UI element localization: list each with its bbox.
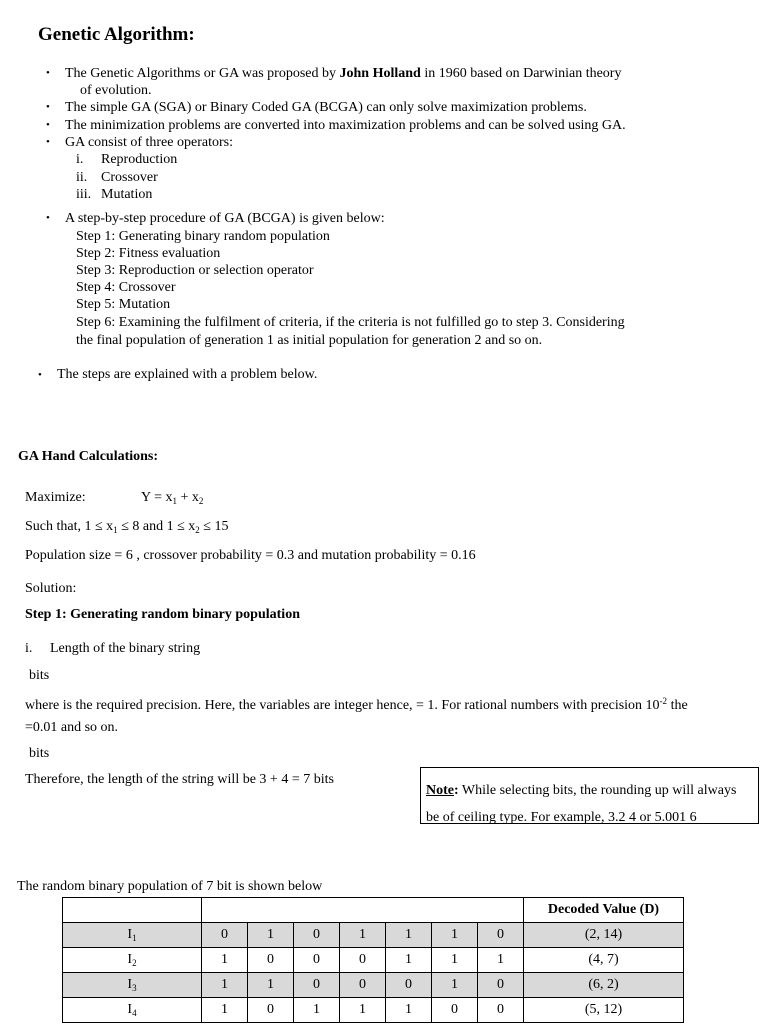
- bullet-operators: GA consist of three operators:: [65, 135, 233, 150]
- bit-cell: 0: [294, 923, 340, 948]
- table-row: [63, 998, 684, 1023]
- bit-cell: 0: [432, 998, 478, 1023]
- solution-label: Solution:: [25, 581, 77, 596]
- decoded-value: (2, 14): [524, 923, 684, 948]
- bit-cell: 1: [478, 948, 524, 973]
- subscript: 2: [198, 496, 204, 506]
- precision-post: the: [667, 698, 688, 713]
- constraint-a: Such that, 1 ≤ x: [25, 519, 114, 534]
- bit-cell: 0: [294, 948, 340, 973]
- precision-pre: where is the required precision. Here, the variables are integer hence, = 1. For rational numbers with precision 10: [25, 698, 660, 713]
- bit-cell: 0: [478, 998, 524, 1023]
- table-row: [63, 948, 684, 973]
- bullet-minimization: The minimization problems are converted into maximization problems and can be solved using GA.: [65, 118, 626, 133]
- bit-cell: 1: [386, 998, 432, 1023]
- bullet-holland-post: in 1960 based on Darwinian theory: [420, 66, 622, 81]
- individual-id: I: [127, 927, 133, 942]
- bit-cell: 0: [386, 973, 432, 998]
- bit-cell: 1: [386, 948, 432, 973]
- bit-cell: 1: [248, 973, 294, 998]
- step-line: Step 1: Generating binary random population: [76, 229, 330, 244]
- bit-cell: 1: [248, 923, 294, 948]
- step1-title: Step 1: Generating random binary population: [25, 607, 300, 622]
- bullet-holland: [65, 65, 621, 82]
- operator-reproduction: Reproduction: [101, 152, 178, 167]
- bit-cell: 1: [340, 998, 386, 1023]
- bit-cell: 0: [478, 923, 524, 948]
- bit-cell: 1: [340, 923, 386, 948]
- holland-name: John Holland: [339, 66, 421, 81]
- bit-cell: 0: [248, 998, 294, 1023]
- constraint-c: ≤ 15: [199, 519, 229, 534]
- bit-cell: 1: [432, 948, 478, 973]
- bit-cell: 0: [294, 973, 340, 998]
- individual-label: [63, 923, 202, 948]
- operator-num: i.: [76, 152, 84, 167]
- bullet-marker: •: [46, 212, 50, 224]
- bullet-holland-pre: The Genetic Algorithms or GA was proposed by: [65, 66, 340, 81]
- bit-cell: 1: [202, 998, 248, 1023]
- precision-line: [25, 693, 688, 714]
- note-colon: :: [454, 783, 459, 798]
- step-line: the final population of generation 1 as initial population for generation 2 and so on.: [76, 333, 543, 348]
- header-bits-cell: [202, 898, 524, 923]
- table-caption: The random binary population of 7 bit is shown below: [17, 879, 323, 894]
- population-table: [62, 897, 684, 1023]
- step-line: Step 4: Crossover: [76, 280, 176, 295]
- decoded-value: (5, 12): [524, 998, 684, 1023]
- decoded-value: (4, 7): [524, 948, 684, 973]
- maximize-label: Maximize:: [25, 490, 86, 505]
- bit-cell: 0: [202, 923, 248, 948]
- table-row: [63, 973, 684, 998]
- subscript: 1: [172, 496, 177, 506]
- bullet-sga: The simple GA (SGA) or Binary Coded GA (BCGA) can only solve maximization problems.: [65, 100, 587, 115]
- bullet-marker: •: [38, 369, 42, 381]
- step-line: Step 6: Examining the fulfilment of criteria, if the criteria is not fulfilled go to step 3. Considering: [76, 315, 625, 330]
- bits-label: bits: [29, 746, 50, 761]
- table-header-row: [63, 898, 684, 923]
- bullet-marker: •: [46, 101, 50, 113]
- individual-label: [63, 998, 202, 1023]
- length-result: Therefore, the length of the string will be 3 + 4 = 7 bits: [25, 772, 334, 787]
- bit-cell: 0: [340, 948, 386, 973]
- bit-cell: 1: [386, 923, 432, 948]
- decoded-header: Decoded Value (D): [524, 898, 684, 923]
- operator-crossover: Crossover: [101, 170, 158, 185]
- step-line: Step 5: Mutation: [76, 297, 171, 312]
- bit-cell: 0: [340, 973, 386, 998]
- bit-cell: 1: [432, 973, 478, 998]
- superscript: -2: [659, 696, 668, 706]
- bullet-marker: •: [46, 136, 50, 148]
- bullet-holland-cont: of evolution.: [80, 83, 152, 98]
- bullet-marker: •: [46, 67, 50, 79]
- header-empty-cell: [63, 898, 202, 923]
- bullet-marker: •: [46, 119, 50, 131]
- constraint-line: [25, 518, 228, 539]
- operator-num: iii.: [76, 187, 92, 202]
- table-row: [63, 923, 684, 948]
- note-label: Note: [426, 783, 454, 798]
- length-item-num: i.: [25, 641, 33, 656]
- bits-label: bits: [29, 668, 50, 683]
- procedure-intro: A step-by-step procedure of GA (BCGA) is given below:: [65, 211, 385, 226]
- subscript: 3: [132, 983, 137, 993]
- parameters-line: Population size = 6 , crossover probability = 0.3 and mutation probability = 0.16: [25, 548, 476, 563]
- document-title: Genetic Algorithm:: [38, 24, 195, 45]
- step-line: Step 2: Fitness evaluation: [76, 246, 221, 261]
- bit-cell: 1: [202, 973, 248, 998]
- individual-id: I: [127, 977, 133, 992]
- subscript: 2: [195, 525, 200, 535]
- step-line: Step 3: Reproduction or selection operator: [76, 263, 314, 278]
- bit-cell: 0: [248, 948, 294, 973]
- note-text: While selecting bits, the rounding up will always be of ceiling type. For example, 3.2 4 or 5.001 6: [426, 783, 737, 825]
- operator-mutation: Mutation: [101, 187, 153, 202]
- bit-cell: 0: [478, 973, 524, 998]
- subscript: 4: [132, 1008, 137, 1018]
- constraint-b: ≤ 8 and 1 ≤ x: [117, 519, 196, 534]
- objective-function: [141, 489, 203, 510]
- bit-cell: 1: [294, 998, 340, 1023]
- decoded-value: (6, 2): [524, 973, 684, 998]
- section-title: GA Hand Calculations:: [18, 449, 159, 464]
- individual-label: [63, 948, 202, 973]
- individual-id: I: [127, 952, 133, 967]
- length-item-label: Length of the binary string: [50, 641, 201, 656]
- note-box: [420, 767, 759, 824]
- individual-id: I: [127, 1002, 133, 1017]
- individual-label: [63, 973, 202, 998]
- subscript: 1: [132, 933, 137, 943]
- subscript: 2: [132, 958, 137, 968]
- precision-cont: =0.01 and so on.: [25, 720, 119, 735]
- operator-num: ii.: [76, 170, 88, 185]
- bit-cell: 1: [432, 923, 478, 948]
- objective-y: Y = x: [141, 490, 173, 505]
- explain-bullet: The steps are explained with a problem below.: [57, 367, 318, 382]
- objective-plus: + x: [177, 490, 199, 505]
- bit-cell: 1: [202, 948, 248, 973]
- subscript: 1: [113, 525, 118, 535]
